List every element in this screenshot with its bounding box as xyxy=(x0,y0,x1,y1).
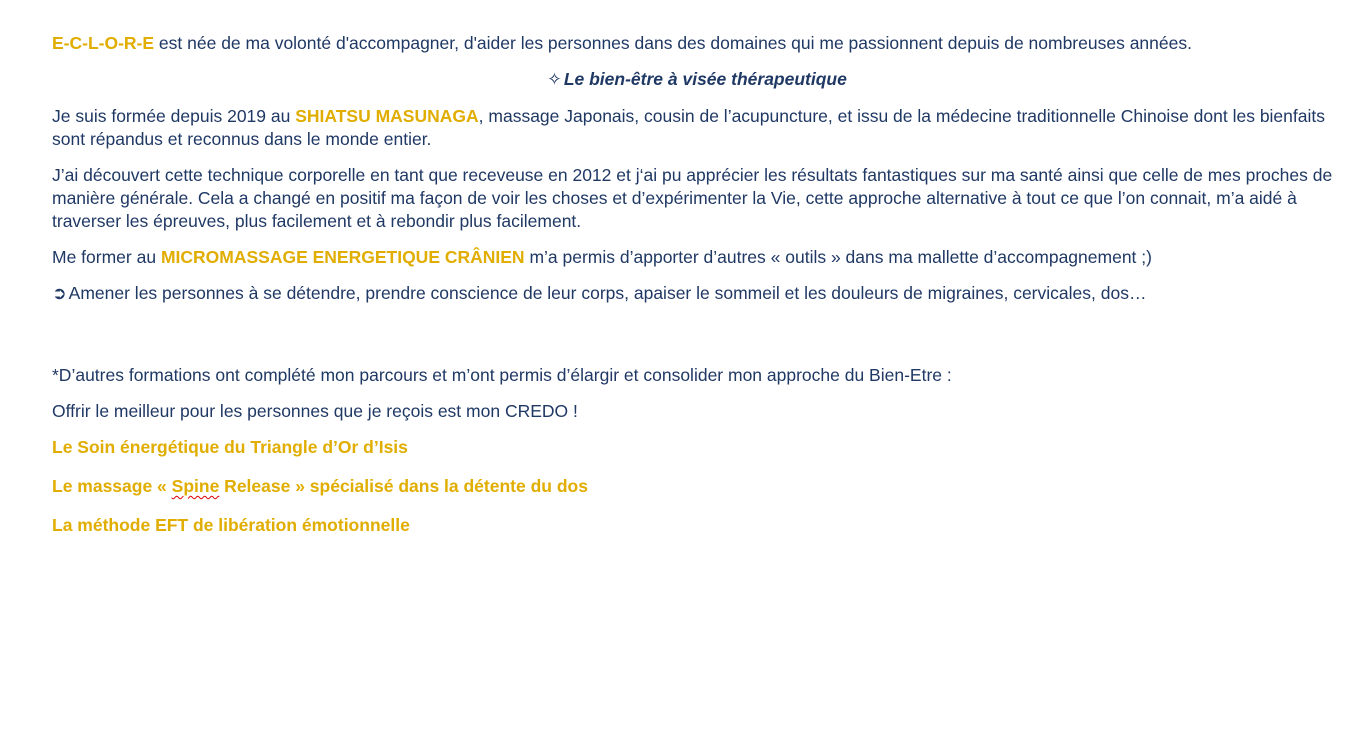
benefits-text: Amener les personnes à se détendre, prendre conscience de leur corps, apaiser le sommeil et les douleurs de migraines, cervicales, dos… xyxy=(68,283,1147,303)
other-trainings-paragraph: *D’autres formations ont complété mon parcours et m’ont permis d’élargir et consolider mon approche du Bien-Etre : xyxy=(52,365,952,385)
spacer xyxy=(52,318,1342,364)
spine-text-after: Release » spécialisé dans la détente du dos xyxy=(219,476,588,496)
shiatsu-text-before: Je suis formée depuis 2019 au xyxy=(52,106,296,126)
training-item-isis: Le Soin énergétique du Triangle d’Or d’Isis xyxy=(52,437,408,457)
star-outline-icon: ✧ xyxy=(547,69,562,89)
training-item-eft: La méthode EFT de libération émotionnelle xyxy=(52,515,410,535)
arrow-right-icon: ➲ xyxy=(52,283,67,303)
spelling-flagged-word: Spine xyxy=(171,476,220,496)
shiatsu-paragraph xyxy=(52,105,1342,151)
micromassage-text-after: m’a permis d’apporter d’autres « outils » dans ma mallette d’accompagnement ;) xyxy=(524,247,1152,267)
micromassage-highlight: MICROMASSAGE ENERGETIQUE CRÂNIEN xyxy=(160,247,525,267)
intro-text: est née de ma volonté d'accompagner, d'aider les personnes dans des domaines qui me passionnent depuis de nombreuses années. xyxy=(154,33,1192,53)
intro-paragraph xyxy=(52,32,1342,55)
micromassage-paragraph xyxy=(52,246,1342,269)
spine-text-before: Le massage « xyxy=(52,476,172,496)
credo-paragraph: Offrir le meilleur pour les personnes que je reçois est mon CREDO ! xyxy=(52,401,578,421)
benefits-paragraph xyxy=(52,282,1342,305)
discovery-paragraph: J’ai découvert cette technique corporelle en tant que receveuse en 2012 et j‘ai pu apprécier les résultats fantastiques sur ma santé ainsi que celle de mes proches de manière générale. Cela a changé en positif ma façon de voir les choses et d’expérimenter la Vie, cette approche alternative à tout ce que l’on connait, m’a aidé à traverser les épreuves, plus facilement et à rebondir plus facilement. xyxy=(52,165,1333,231)
brand-name: E-C-L-O-R-E xyxy=(52,33,155,53)
section-title xyxy=(52,68,1342,91)
micromassage-text-before: Me former au xyxy=(52,247,161,267)
training-item-spine-release xyxy=(52,475,1342,498)
shiatsu-highlight: SHIATSU MASUNAGA xyxy=(295,106,479,126)
section-title-text: Le bien-être à visée thérapeutique xyxy=(563,69,847,89)
document-page xyxy=(52,32,1342,553)
shiatsu-text-after: , massage Japonais, cousin de l’acupuncture, et issu de la médecine traditionnelle Chinoise dont les bienfaits sont répandus et reconnus dans le monde entier. xyxy=(52,106,1325,149)
